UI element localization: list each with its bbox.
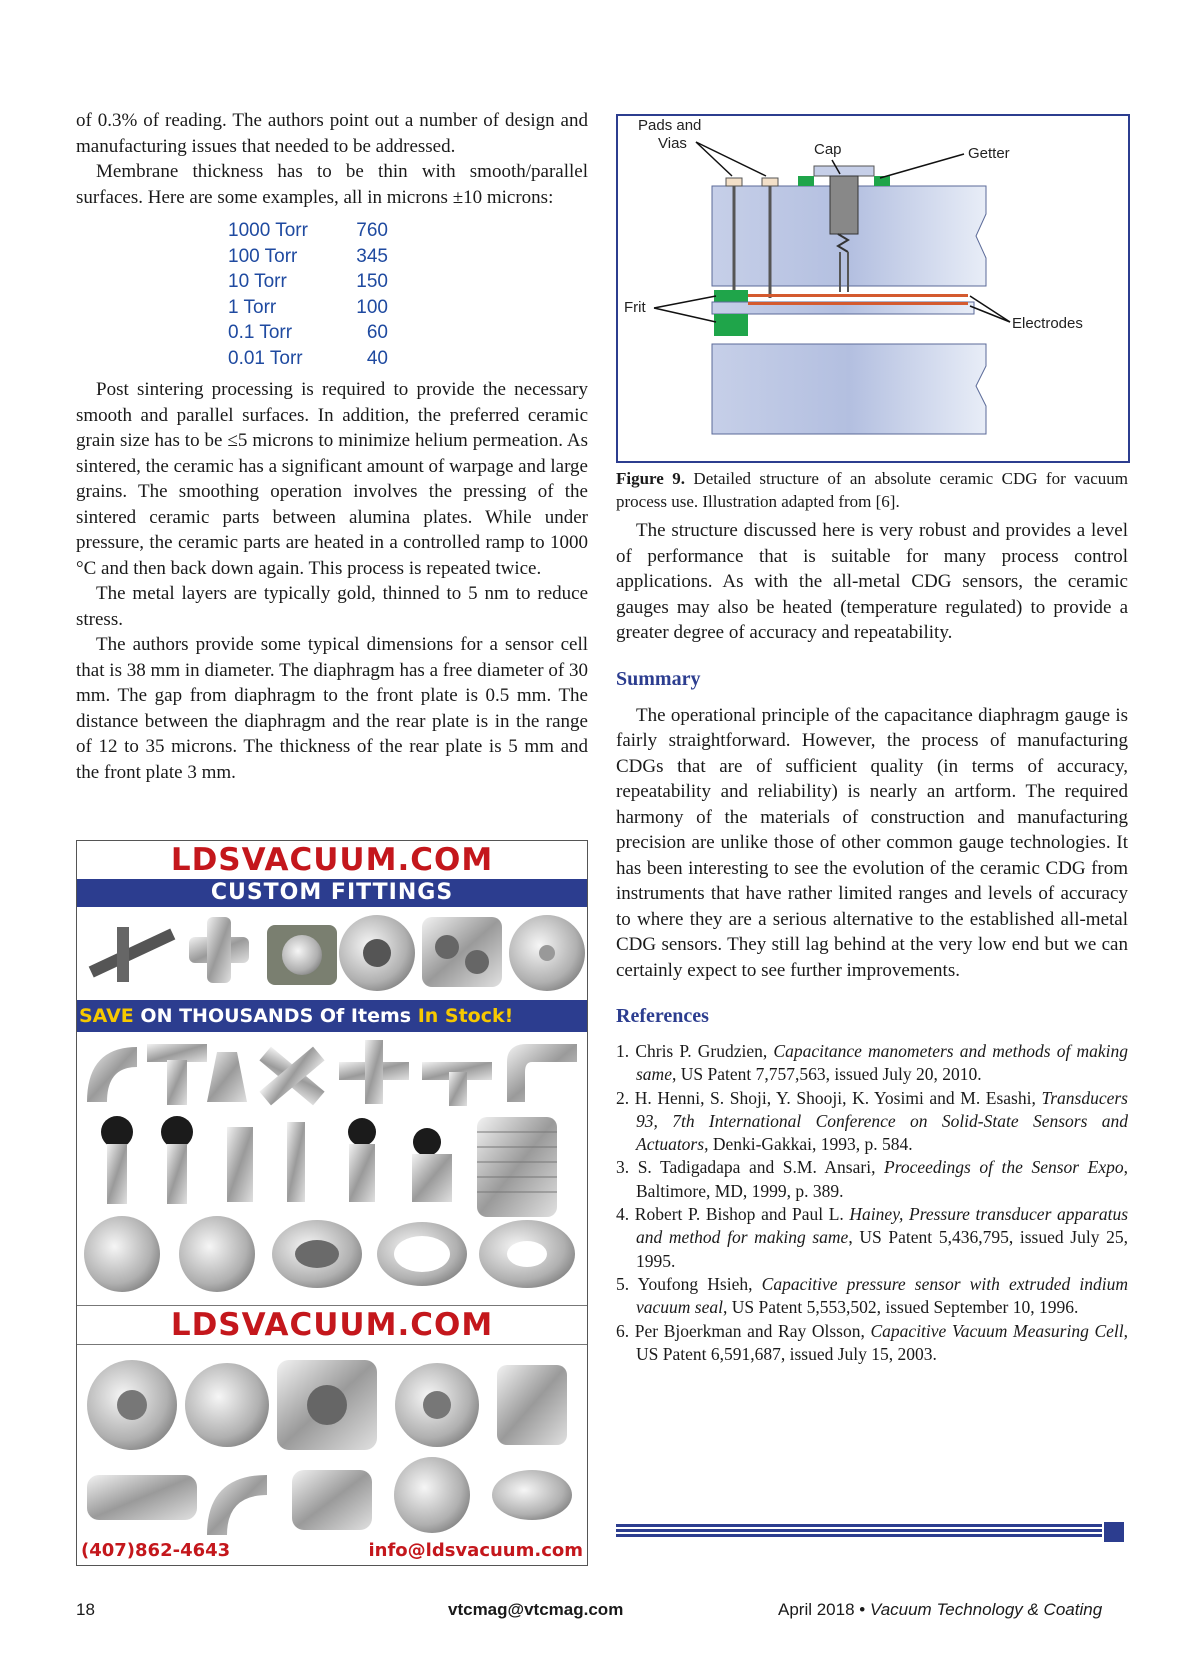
thickness-table: [228, 218, 588, 371]
label-pads: Pads and: [638, 117, 702, 134]
frit: [714, 290, 748, 302]
figure-9-caption: Figure 9. Detailed structure of an absolute ceramic CDG for vacuum process use. Illustration adapted from [6].: [616, 469, 1128, 511]
page-number: 18: [76, 1600, 95, 1619]
electrode: [748, 302, 968, 305]
paragraph: Post sintering processing is required to provide the necessary smooth and parallel surfaces. In addition, the preferred ceramic grain size has to be ≤5 microns to minimize helium permeation. As sintered, the ceramic has a significant amount of warpage and large grains. The smoothing operation involves the pressing of the sintered ceramic parts between alumina plates. While under pressure, the ceramic parts are heated in a controlled ramp to 1000 °C and then back down again. This process is repeated twice.: [76, 379, 588, 579]
label-cap: Cap: [814, 141, 842, 158]
summary-heading: Summary: [616, 667, 701, 690]
thickness-row: [228, 320, 388, 346]
ad-subtitle: CUSTOM FITTINGS: [77, 879, 587, 907]
getter: [830, 176, 858, 234]
multiport-chamber-image: [339, 915, 415, 991]
front-plate: [712, 344, 986, 434]
ldsvacuum-advertisement[interactable]: [76, 840, 588, 1566]
manifold-fitting-image: [89, 927, 176, 982]
pressure-value: 100 Torr: [228, 245, 298, 267]
fittings-photo-row: [77, 907, 587, 995]
thickness-row: [228, 346, 388, 372]
footer-email[interactable]: vtcmag@vtcmag.com: [448, 1600, 624, 1619]
pad: [726, 178, 742, 186]
ad-phone[interactable]: (407)862-4643: [81, 1539, 231, 1561]
frit: [714, 314, 748, 336]
thickness-row: [228, 269, 388, 295]
pressure-value: 0.01 Torr: [228, 347, 303, 369]
paragraph: The metal layers are typically gold, thinned to 5 nm to reduce stress.: [76, 583, 588, 630]
label-getter: Getter: [968, 145, 1010, 162]
thickness-value: 150: [356, 271, 388, 292]
blank-flange-image: [509, 915, 585, 991]
valve-images: [101, 1116, 452, 1204]
ad-title-secondary: LDSVACUUM.COM: [77, 1305, 587, 1345]
paragraph: The structure discussed here is very robust and provides a level of performance that is suitable for many process control applications. As with the all-metal CDG sensors, the ceramic gauges may also be heated (temperature regulated) to provide a greater degree of accuracy and repeatability.: [616, 520, 1128, 643]
tee-fitting-image: [147, 1044, 207, 1105]
pressure-value: 1000 Torr: [228, 220, 308, 241]
thickness-value: 760: [356, 220, 388, 241]
pressure-value: 10 Torr: [228, 271, 287, 292]
flange-block-image: [422, 917, 502, 987]
label-vias: Vias: [658, 135, 687, 152]
conflat-photo-grid: [77, 1345, 587, 1555]
paragraph: Membrane thickness has to be thin with smooth/parallel surfaces. Here are some examples, all in microns ±10 microns:: [76, 161, 588, 208]
footer-issue: April 2018 • Vacuum Technology & Coating: [778, 1600, 1103, 1619]
references-list: [616, 1040, 1128, 1366]
label-frit: Frit: [624, 299, 646, 316]
thickness-value: 100: [356, 296, 388, 318]
reducer-image: [207, 1052, 247, 1102]
summary-paragraph: The operational principle of the capacitance diaphragm gauge is fairly straightforward. However, the process of manufacturing CDGs that are of sufficient quality (in terms of accuracy, repeatability and reliability) is nearly an artform. The required harmony of the materials of construction and manufacturing precision are unlike those of other common gauge technologies. It has been interesting to see the evolution of the ceramic CDG from instruments that have rather limited ranges and levels of accuracy to where they are a serious alternative to the established all-metal CDG sensors. They still lag behind at the very low end but we can certainly expect to see further improvements.: [616, 704, 1128, 981]
tee-tube-image: [422, 1062, 492, 1106]
pressure-value: 1 Torr: [228, 296, 277, 318]
electrode: [748, 294, 968, 297]
reference-item: 5. Youfong Hsieh, Capacitive pressure sensor with extruded indium vacuum seal, US Patent 5,553,502, issued September 10, 1996.: [616, 1273, 1128, 1318]
thickness-row: [228, 295, 388, 321]
pressure-value: 0.1 Torr: [228, 322, 293, 343]
cross-tube-image: [259, 1047, 324, 1106]
fittings-photo-grid: [77, 1032, 587, 1300]
pad: [762, 178, 778, 186]
cap: [814, 166, 874, 176]
four-way-cross-image: [339, 1040, 409, 1104]
reference-item: 3. S. Tadigadapa and S.M. Ansari, Proceedings of the Sensor Expo, Baltimore, MD, 1999, p. 389.: [616, 1157, 1129, 1201]
figure-9-diagram: [616, 114, 1130, 463]
cross-fitting-image: [189, 917, 249, 983]
references-heading: References: [616, 1005, 709, 1027]
bellows-image: [477, 1117, 557, 1217]
ad-save-banner: SAVE ON THOUSANDS Of Items In Stock!: [77, 1000, 587, 1032]
chamber-fitting-image: [267, 925, 337, 985]
thickness-row: [228, 218, 388, 244]
reference-item: 4. Robert P. Bishop and Paul L. Hainey, Pressure transducer apparatus and method for making same, US Patent 5,436,795, issued July 25, 1995.: [616, 1204, 1129, 1271]
ad-contact-bar: [77, 1535, 587, 1565]
thickness-value: 345: [356, 245, 388, 267]
right-column: [616, 518, 1128, 1366]
left-column: [76, 108, 588, 785]
paragraph: of 0.3% of reading. The authors point out a number of design and manufacturing issues that needed to be addressed.: [76, 110, 588, 157]
paragraph: The authors provide some typical dimensions for a sensor cell that is 38 mm in diameter. The diaphragm has a free diameter of 30 mm. The gap from diaphragm to the front plate is 0.5 mm. The distance between the diaphragm and the rear plate is in the range of 12 to 35 microns. The thickness of the rear plate is 5 mm and the front plate 3 mm.: [76, 634, 588, 783]
thickness-row: [228, 244, 388, 270]
thickness-value: 60: [366, 322, 388, 343]
article-end-bar: [616, 1524, 1102, 1539]
thickness-value: 40: [366, 347, 388, 369]
reference-item: 2. H. Henni, S. Shoji, Y. Shooji, K. Yosimi and M. Esashi, Transducers 93, 7th International Conference on Solid-State Sensors and Actuators, Denki-Gakkai, 1993, p. 584.: [616, 1087, 1128, 1155]
flanges-row-image: [84, 1216, 575, 1292]
ad-title: LDSVACUUM.COM: [170, 842, 494, 878]
elbow-fitting-image: [87, 1047, 137, 1102]
ad-email-link[interactable]: info@ldsvacuum.com: [368, 1539, 583, 1561]
long-elbow-image: [507, 1044, 577, 1102]
reference-item: 6. Per Bjoerkman and Ray Olsson, Capacitive Vacuum Measuring Cell, US Patent 6,591,687, issued July 15, 2003.: [616, 1320, 1128, 1364]
reference-item: 1. Chris P. Grudzien, Capacitance manometers and methods of making same, US Patent 7,757,563, issued July 20, 2010.: [616, 1041, 1129, 1085]
label-electrodes: Electrodes: [1012, 315, 1083, 332]
